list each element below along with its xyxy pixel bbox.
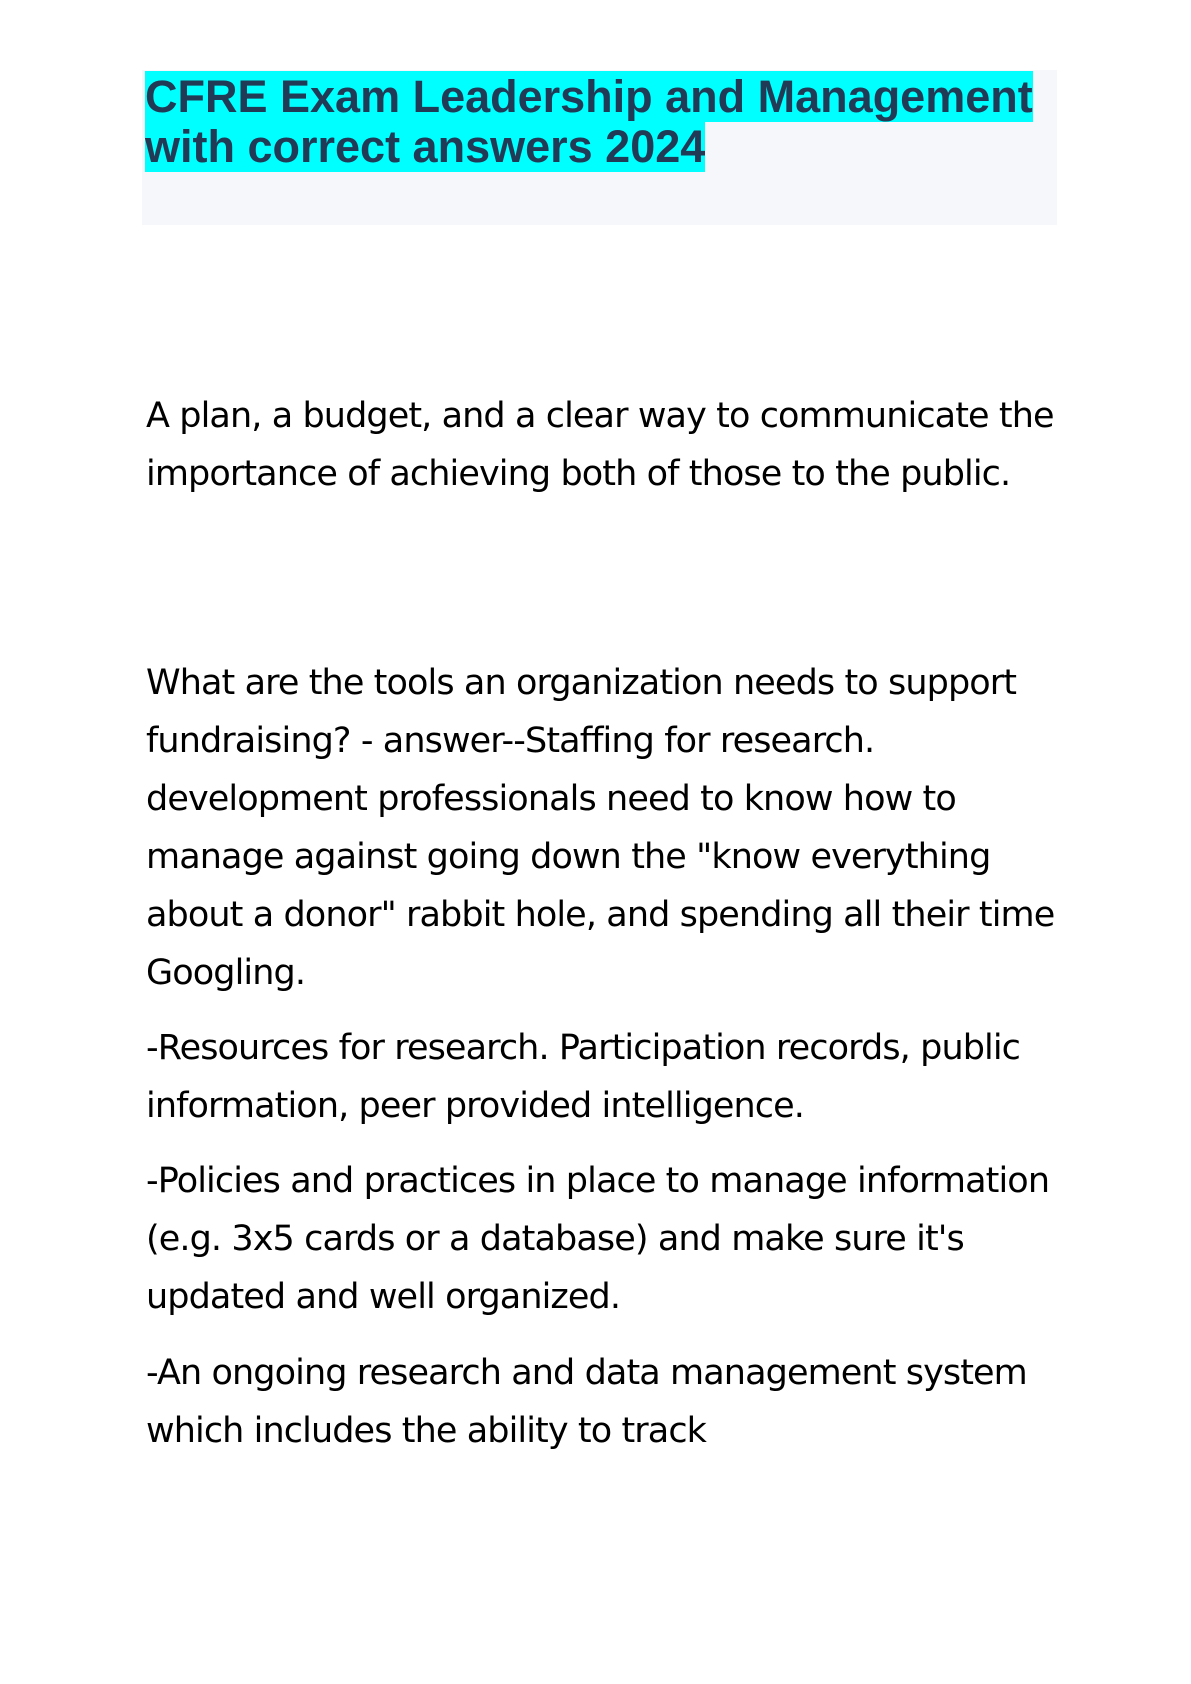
list-item: -An ongoing research and data management system which includes the ability to track — [146, 1353, 1027, 1451]
list-item: -Policies and practices in place to manage information (e.g. 3x5 cards or a database) and make sure it's updated and well organized. — [146, 1161, 1050, 1317]
question-answer-paragraph: What are the tools an organization needs to support fundraising? - answer--Staffing for research. development professionals need to know how to manage against going down the "know everything about a donor" rabbit hole, and spending all their time Googling. — [146, 663, 1055, 993]
document-title — [145, 72, 1057, 172]
title-block — [142, 70, 1057, 225]
title-highlight: CFRE Exam Leadership and Management with correct answers 2024 — [145, 71, 1033, 172]
list-item: -Resources for research. Participation records, public information, peer provided intelligence. — [146, 1028, 1021, 1126]
intro-paragraph: A plan, a budget, and a clear way to communicate the importance of achieving both of those to the public. — [146, 396, 1054, 494]
